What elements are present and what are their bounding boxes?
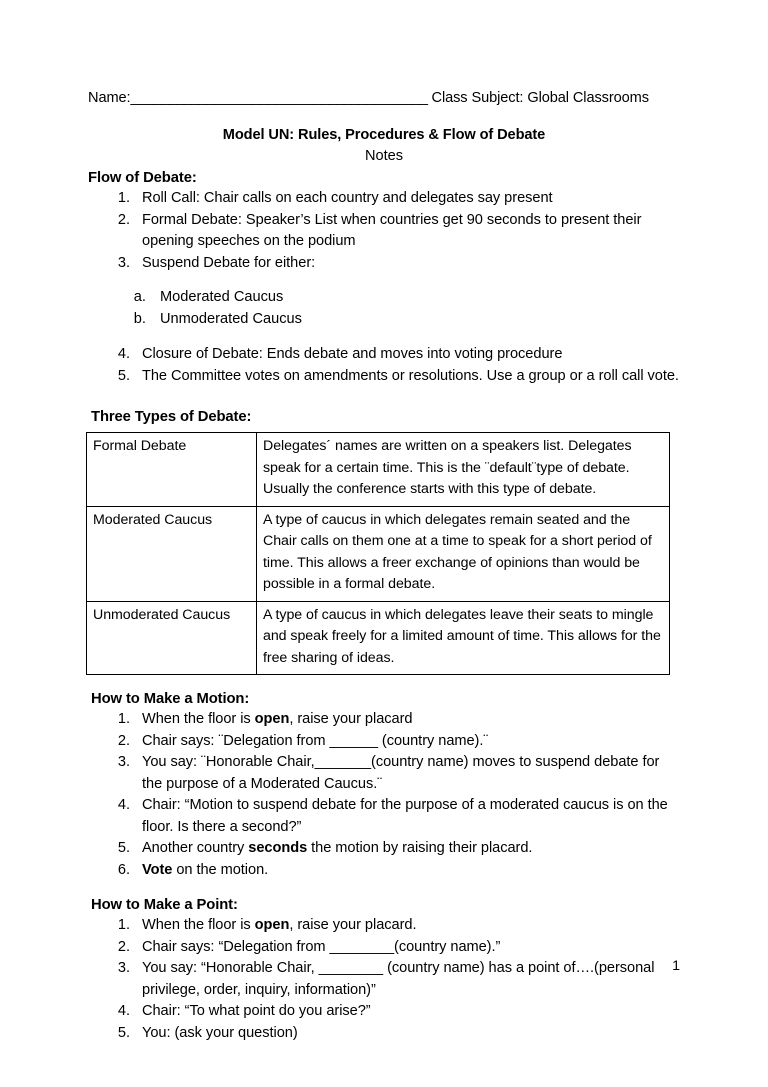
- table-cell-description: A type of caucus in which delegates leave their seats to mingle and speak freely for a limited amount of time. This allows for the free sharing of ideas.: [257, 601, 670, 675]
- item-text-pre: When the floor is: [142, 711, 255, 727]
- item-text-pre: Another country: [142, 840, 249, 856]
- list-item: 4. Chair: “Motion to suspend debate for the purpose of a moderated caucus is on the floor. Is there a second?”: [134, 795, 680, 838]
- heading-three-types-of-debate: Three Types of Debate:: [91, 409, 252, 425]
- how-to-make-a-motion-list: [88, 709, 680, 881]
- table-cell-label: Unmoderated Caucus: [87, 601, 257, 675]
- list-item: a. Moderated Caucus: [150, 287, 680, 309]
- table-row: [87, 601, 670, 675]
- list-item: 2. Chair says: “Delegation from ________(country name).”: [134, 937, 680, 959]
- spacer: [88, 675, 680, 687]
- table-cell-label: Formal Debate: [87, 433, 257, 507]
- heading-how-to-make-a-point: How to Make a Point:: [91, 897, 238, 913]
- list-item: [134, 709, 680, 731]
- list-item: 3. You say: ¨Honorable Chair,_______(country name) moves to suspend debate for the purpose of a Moderated Caucus.¨: [134, 752, 680, 795]
- table-cell-description: A type of caucus in which delegates remain seated and the Chair calls on them one at a time to speak for a short period of time. This allows a freer exchange of opinions than would be possible in a formal debate.: [257, 506, 670, 601]
- spacer: [88, 881, 680, 893]
- spacer: [88, 330, 680, 344]
- spacer: [88, 274, 680, 287]
- suspend-debate-sublist: [88, 287, 680, 330]
- class-subject: Class Subject: Global Classrooms: [431, 90, 649, 106]
- list-item: [134, 838, 680, 860]
- list-item: [134, 915, 680, 937]
- item-text-bold: seconds: [248, 840, 308, 856]
- heading-how-to-make-a-motion: How to Make a Motion:: [91, 691, 250, 707]
- name-blank: _______________________________________: [130, 90, 428, 106]
- heading-flow-of-debate: Flow of Debate:: [88, 170, 197, 186]
- list-item: 4. Closure of Debate: Ends debate and moves into voting procedure: [134, 344, 680, 366]
- list-item: 5. The Committee votes on amendments or resolutions. Use a group or a roll call vote.: [134, 366, 680, 388]
- item-text-bold: Vote: [142, 861, 173, 878]
- list-item: 5. You: (ask your question): [134, 1023, 680, 1045]
- name-label: Name:: [88, 90, 131, 106]
- list-item: b. Unmoderated Caucus: [150, 309, 680, 331]
- item-text-post: , raise your placard.: [289, 917, 417, 933]
- table-row: [87, 433, 670, 507]
- list-item: 1. Roll Call: Chair calls on each country and delegates say present: [134, 188, 680, 210]
- item-text-post: , raise your placard: [289, 711, 413, 727]
- list-item: 2. Formal Debate: Speaker’s List when countries get 90 seconds to present their opening speeches on the podium: [134, 210, 680, 253]
- table-cell-label: Moderated Caucus: [87, 506, 257, 601]
- list-item: 4. Chair: “To what point do you arise?”: [134, 1001, 680, 1023]
- table-cell-description: Delegates´ names are written on a speakers list. Delegates speak for a certain time. This is the ¨default¨type of debate. Usually the conference starts with this type of debate.: [257, 433, 670, 507]
- three-types-table: [86, 432, 670, 675]
- document-title: Model UN: Rules, Procedures & Flow of Debate: [222, 127, 546, 143]
- item-text-post: the motion by raising their placard.: [307, 840, 533, 856]
- flow-of-debate-list: [88, 188, 680, 274]
- item-text-pre: When the floor is: [142, 917, 255, 933]
- item-text-post: on the motion.: [172, 861, 269, 878]
- list-item: [134, 860, 680, 882]
- list-item: 3. Suspend Debate for either:: [134, 253, 680, 275]
- page-number: 1: [672, 958, 680, 974]
- item-text-bold: open: [254, 711, 290, 727]
- document-subtitle: Notes: [364, 148, 404, 164]
- flow-of-debate-list-continued: [88, 344, 680, 387]
- how-to-make-a-point-list: [88, 915, 680, 1044]
- table-row: [87, 506, 670, 601]
- name-line: [88, 88, 680, 108]
- list-item: 3. You say: “Honorable Chair, ________ (country name) has a point of….(personal privilege, order, inquiry, information)”: [134, 958, 680, 1001]
- document-body: [88, 88, 680, 1044]
- list-item: 2. Chair says: ¨Delegation from ______ (country name).¨: [134, 731, 680, 753]
- item-text-bold: open: [254, 917, 290, 933]
